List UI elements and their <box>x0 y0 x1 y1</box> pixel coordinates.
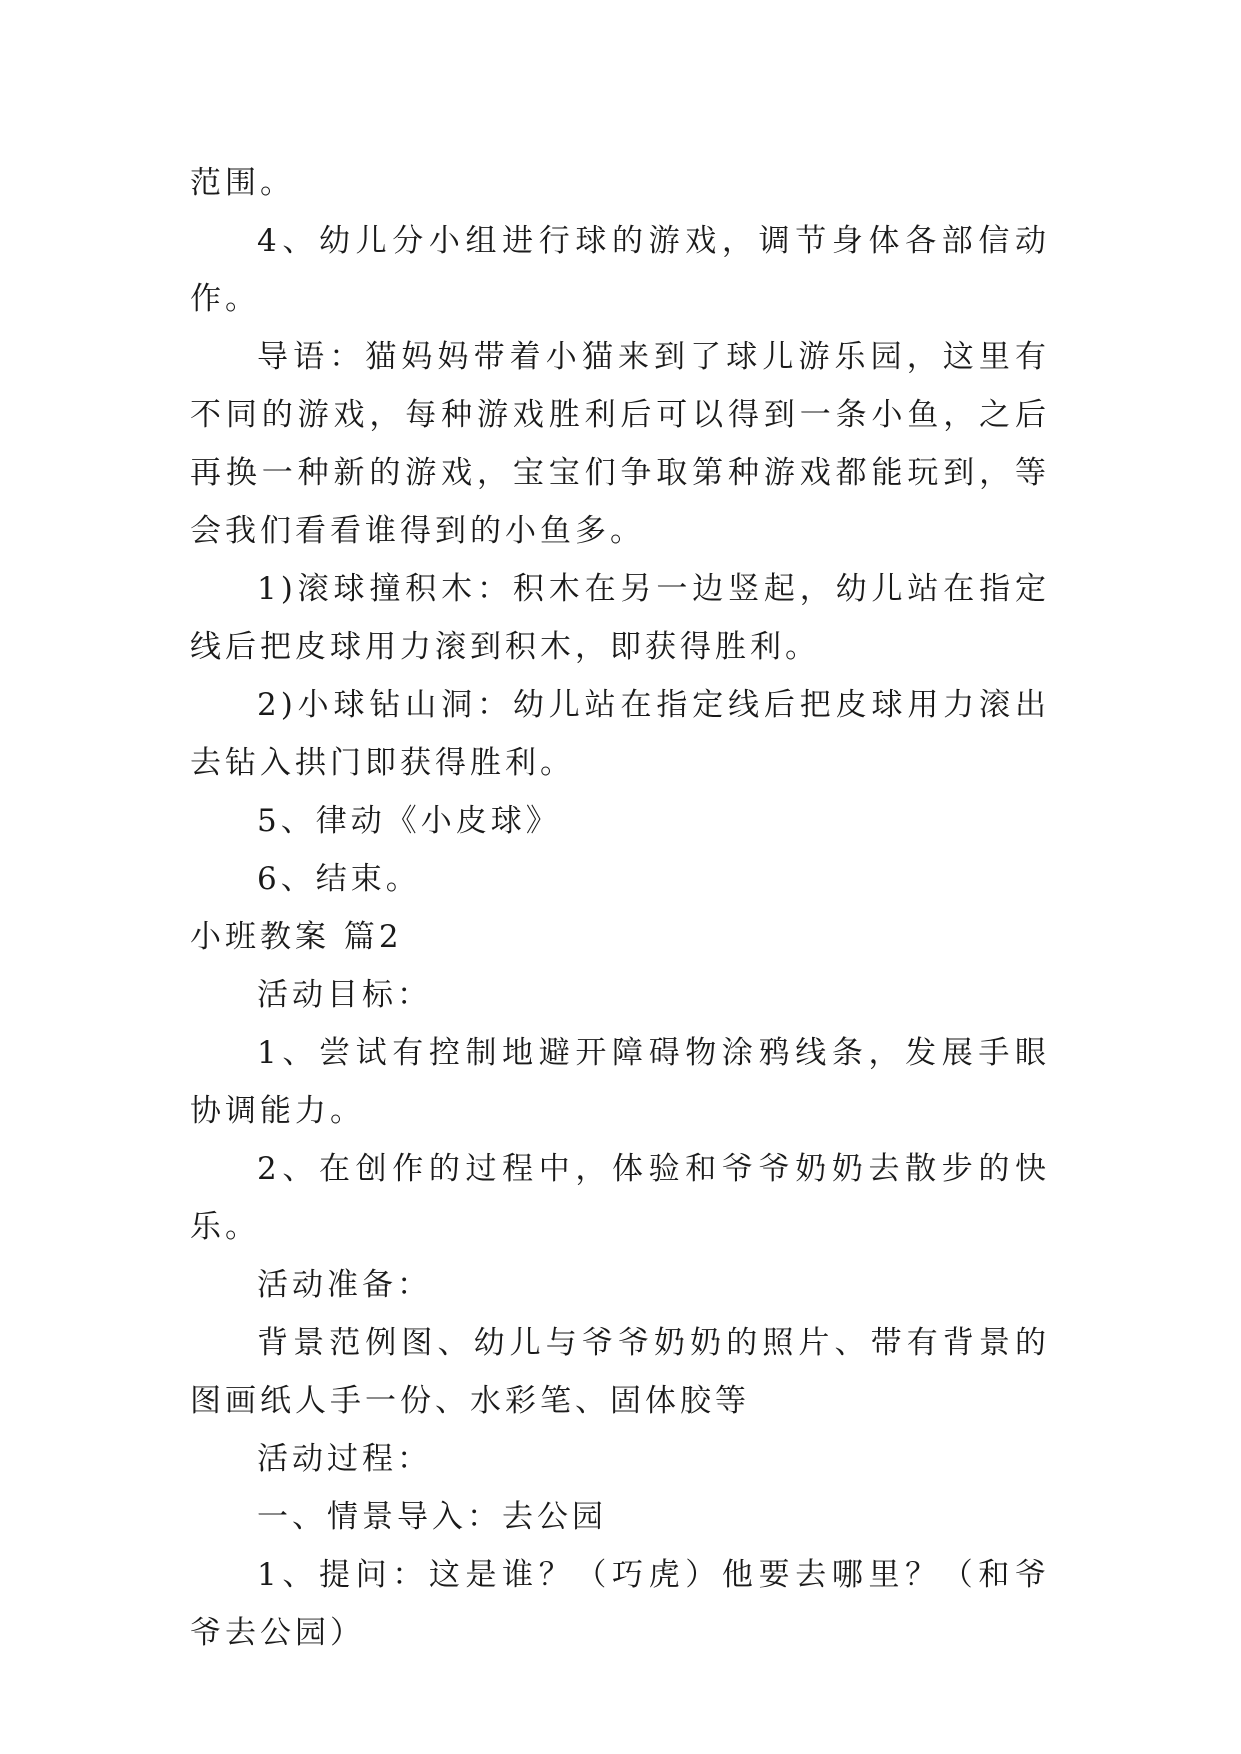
paragraph: 5、律动《小皮球》 <box>257 803 561 839</box>
paragraph: 4、幼儿分小组进行球的游戏，调节身体各部信动作。 <box>190 223 1050 317</box>
paragraph: 活动过程： <box>257 1441 432 1477</box>
paragraph: 1)滚球撞积木：积木在另一边竖起，幼儿站在指定线后把皮球用力滚到积木，即获得胜利。 <box>190 571 1050 665</box>
paragraph: 2)小球钻山洞：幼儿站在指定线后把皮球用力滚出去钻入拱门即获得胜利。 <box>190 687 1050 781</box>
paragraph: 1、尝试有控制地避开障碍物涂鸦线条，发展手眼协调能力。 <box>190 1035 1050 1129</box>
paragraph-continuation: 范围。 <box>190 165 295 201</box>
paragraph: 1、提问：这是谁？（巧虎）他要去哪里？（和爷爷去公园） <box>190 1557 1050 1651</box>
section-heading: 小班教案 篇2 <box>190 919 403 955</box>
paragraph: 活动准备： <box>257 1267 432 1303</box>
document-body <box>190 154 1050 1662</box>
paragraph: 活动目标： <box>257 977 432 1013</box>
paragraph: 背景范例图、幼儿与爷爷奶奶的照片、带有背景的图画纸人手一份、水彩笔、固体胶等 <box>190 1325 1050 1419</box>
paragraph: 一、情景导入：去公园 <box>257 1499 607 1535</box>
paragraph: 导语：猫妈妈带着小猫来到了球儿游乐园，这里有不同的游戏，每种游戏胜利后可以得到一条小鱼，之后再换一种新的游戏，宝宝们争取第种游戏都能玩到，等会我们看看谁得到的小鱼多。 <box>190 339 1050 549</box>
paragraph: 6、结束。 <box>257 861 421 897</box>
paragraph: 2、在创作的过程中，体验和爷爷奶奶去散步的快乐。 <box>190 1151 1050 1245</box>
